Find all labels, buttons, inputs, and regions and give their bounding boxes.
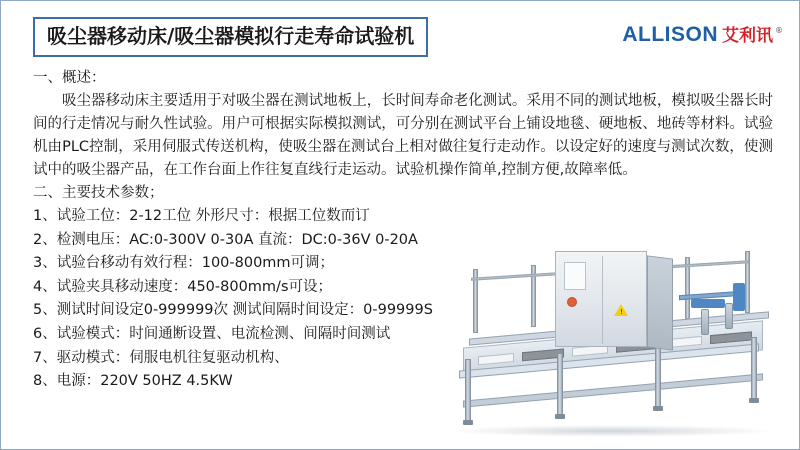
frame-leg — [655, 345, 661, 407]
frame-foot — [463, 420, 473, 425]
deck-carpet — [710, 331, 752, 344]
cylinder — [725, 303, 733, 329]
cabinet-control-panel — [564, 262, 586, 290]
machine-photo — [433, 239, 793, 447]
list-item: 5、测试时间设定0-999999次 测试间隔时间设定：0-99999S — [33, 302, 433, 319]
deck-plate — [478, 353, 514, 365]
servo-actuator — [691, 299, 725, 308]
control-cabinet — [555, 251, 647, 347]
machine-shadow — [451, 425, 771, 437]
emergency-stop-button — [568, 298, 576, 306]
brand-logo — [622, 21, 783, 47]
list-item: 4、试验夹具移动速度：450-800mm/s可设； — [33, 278, 332, 295]
control-cabinet-side — [647, 255, 673, 350]
brand-logo-cn: 艾利讯 — [722, 26, 773, 46]
servo-actuator — [733, 283, 745, 311]
list-item: 6、试验模式：时间通断设置、电流检测、间隔时间测试 — [33, 325, 391, 342]
brand-logo-en: ALLISON — [622, 23, 718, 46]
page-title-text: 吸尘器移动床/吸尘器模拟行走寿命试验机 — [47, 24, 415, 48]
warning-label-mark: ! — [620, 308, 623, 316]
list-item: 7、驱动模式：伺服电机往复驱动机构、 — [33, 349, 289, 366]
specs-heading: 二、主要技术参数； — [33, 185, 164, 201]
frame-foot — [653, 406, 663, 411]
frame-foot — [555, 414, 565, 419]
frame-leg — [751, 337, 757, 399]
list-item: 8、电源：220V 50HZ 4.5KW — [33, 373, 233, 390]
list-item: 3、试验台移动有效行程：100-800mm可调； — [33, 255, 335, 272]
frame-leg — [465, 359, 471, 421]
page-header — [1, 1, 800, 63]
overview-heading: 一、概述： — [33, 70, 106, 86]
list-item: 1、试验工位：2-12工位 外形尺寸：根据工位数而订 — [33, 208, 370, 224]
list-item: 2、检测电压：AC:0-300V 0-30A 直流：DC:0-36V 0-20A — [33, 231, 418, 248]
frame-rail-mid — [463, 373, 763, 407]
cylinder — [701, 309, 709, 335]
brand-logo-trademark: ® — [775, 26, 783, 35]
overview-paragraph: 吸尘器移动床主要适用于对吸尘器在测试地板上，长时间寿命老化测试。采用不同的测试地板，模拟吸尘器长时间的行走情况与耐久性试验。用户可根据实际模拟测试，可分别在测试平台上铺设地毯、硬地板、地砖等材料。试验机由PLC控制，采用伺服式传送机构，使吸尘器在测试台上相对做往复行走动作。以设定好的速度与测试次数，使测试中的吸尘器产品，在工作台面上作往复直线行走运动。试验机操作简单,控制方便,故障率低。 — [33, 93, 773, 178]
frame-foot — [749, 398, 759, 403]
cabinet-door-seam — [602, 256, 603, 344]
frame-leg — [557, 353, 563, 415]
page-title — [33, 17, 428, 57]
